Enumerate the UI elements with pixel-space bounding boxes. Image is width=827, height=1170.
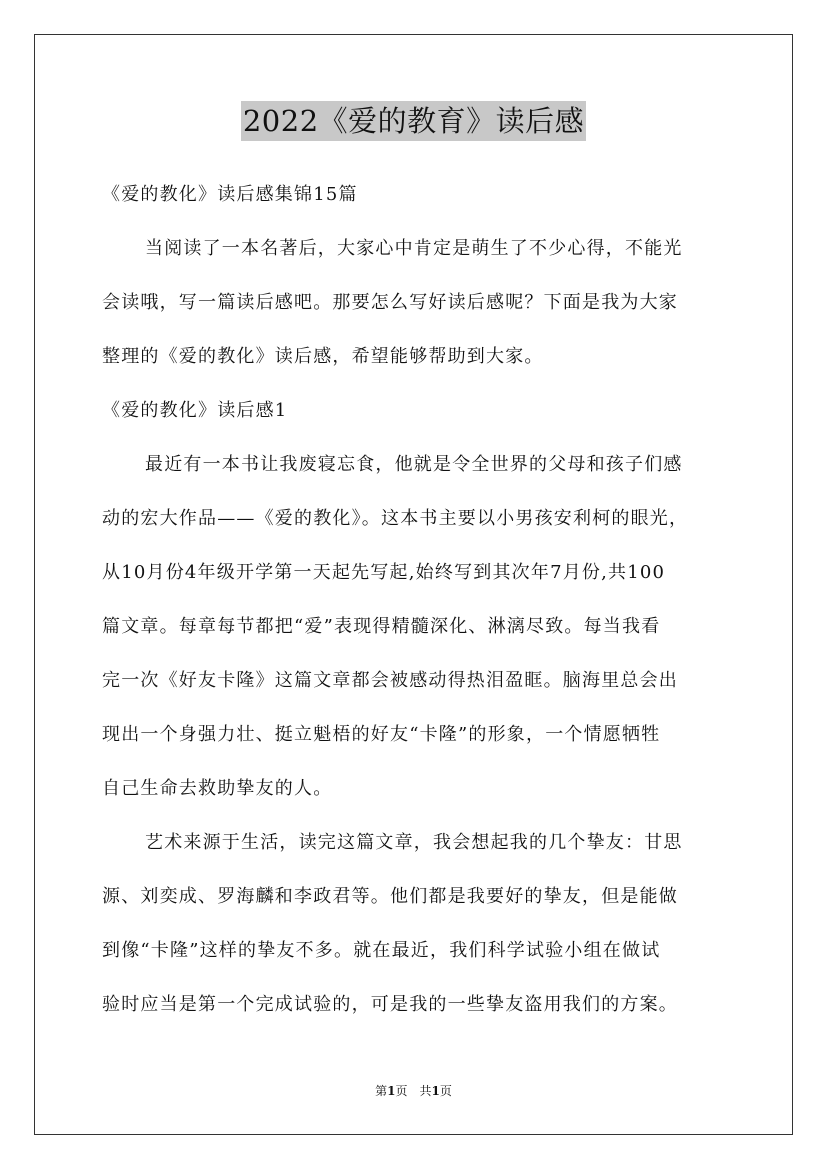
paragraph-line: 整理的《爱的教化》读后感，希望能够帮助到大家。	[102, 346, 544, 367]
footer-suffix: 页	[439, 1084, 452, 1098]
paragraph-line: 源、刘奕成、罗海麟和李政君等。他们都是我要好的挚友，但是能做	[102, 886, 678, 907]
paragraph-line: 会读哦，写一篇读后感吧。那要怎么写好读后感呢？下面是我为大家	[102, 292, 678, 313]
paragraph-line: 现出一个身强力壮、挺立魁梧的好友“卡隆”的形象，一个情愿牺牲	[102, 724, 661, 745]
paragraph-line: 自己生命去救助挚友的人。	[102, 778, 333, 799]
paragraph-line: 完一次《好友卡隆》这篇文章都会被感动得热泪盈眶。脑海里总会出	[102, 670, 678, 691]
paragraph-line: 到像“卡隆”这样的挚友不多。就在最近，我们科学试验小组在做试	[102, 940, 661, 961]
footer-prefix: 第	[375, 1084, 388, 1098]
current-page-number: 1	[387, 1084, 396, 1098]
title-container	[0, 101, 827, 141]
total-page-number: 1	[431, 1084, 440, 1098]
paragraph-line: 从10月份4年级开学第一天起先写起,始终写到其次年7月份,共100	[102, 562, 666, 583]
paragraph-line: 当阅读了一本名著后，大家心中肯定是萌生了不少心得，不能光	[145, 238, 683, 259]
paragraph-line: 篇文章。每章每节都把“爱”表现得精髓深化、淋漓尽致。每当我看	[102, 616, 661, 637]
paragraph-line: 最近有一本书让我废寝忘食，他就是令全世界的父母和孩子们感	[145, 454, 683, 475]
paragraph-line: 动的宏大作品——《爱的教化》。这本书主要以小男孩安利柯的眼光，	[102, 508, 689, 529]
document-title: 2022《爱的教育》读后感	[241, 101, 586, 141]
subtitle: 《爱的教化》读后感集锦15篇	[102, 184, 358, 205]
paragraph-line: 艺术来源于生活，读完这篇文章，我会想起我的几个挚友：甘思	[145, 832, 683, 853]
section-heading: 《爱的教化》读后感1	[102, 400, 288, 421]
footer-middle: 页 共	[395, 1084, 432, 1098]
paragraph-line: 验时应当是第一个完成试验的，可是我的一些挚友盗用我们的方案。	[102, 994, 678, 1015]
page-footer	[0, 1083, 827, 1099]
